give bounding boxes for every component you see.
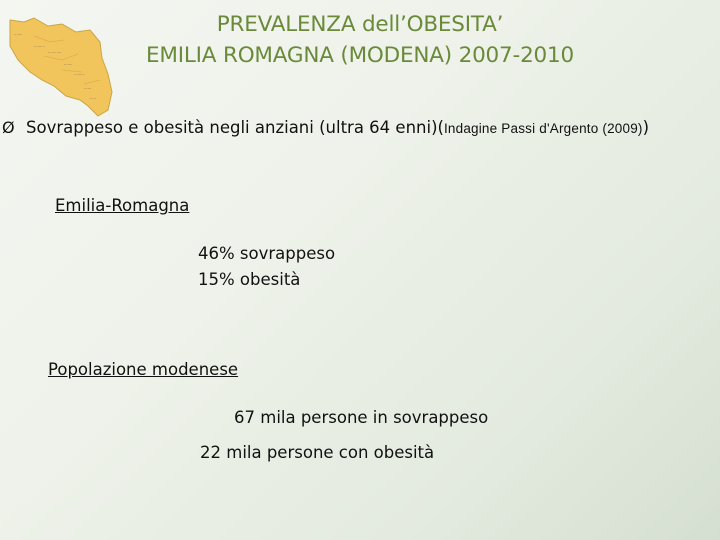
svg-text:···········: ···········: [48, 50, 62, 55]
svg-text:·······: ·······: [64, 62, 73, 67]
bullet-marker-icon: Ø: [2, 118, 15, 137]
bullet-source: Indagine Passi d'Argento (2009): [443, 121, 643, 136]
province-heading: Popolazione modenese: [48, 360, 239, 379]
bullet-text: Sovrappeso e obesità negli anziani (ultra 64 enni)(: [26, 118, 444, 137]
region-obesity: 15% obesità: [198, 270, 301, 289]
svg-text:·······: ·······: [14, 32, 23, 37]
bullet-item: [2, 118, 720, 137]
region-heading: Emilia-Romagna: [55, 196, 190, 215]
region-overweight: 46% sovrappeso: [198, 244, 336, 263]
svg-text:·········: ·········: [34, 44, 45, 49]
svg-text:·····: ·····: [90, 96, 97, 101]
svg-text:·········: ·········: [74, 72, 85, 77]
province-obesity: 22 mila persone con obesità: [200, 443, 435, 462]
slide-title-line1: PREVALENZA dell’OBESITA’: [216, 12, 504, 37]
bullet-close: ): [642, 118, 650, 137]
province-overweight: 67 mila persone in sovrappeso: [234, 408, 489, 427]
slide-title-line2: EMILIA ROMAGNA (MODENA) 2007-2010: [146, 43, 574, 68]
svg-text:······: ······: [84, 86, 92, 91]
